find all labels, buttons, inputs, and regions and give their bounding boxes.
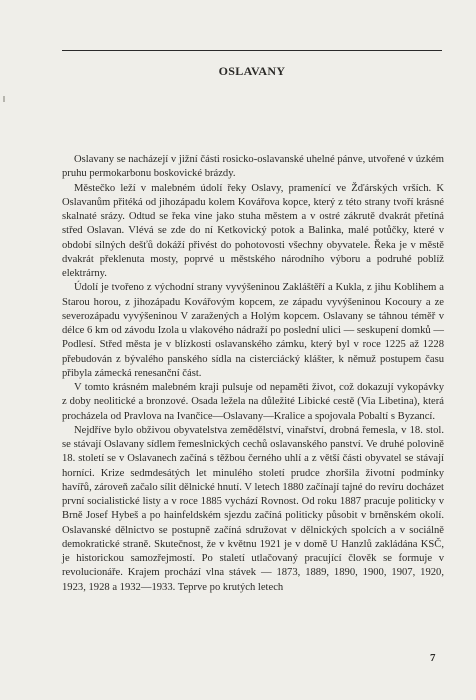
page-number: 7 — [430, 652, 436, 664]
paragraph: Městečko leží v malebném údolí řeky Oslavy, pramenící ve Žďárských vrších. K Oslavanům přitéká od jihozápadu kolem Kovářova kopce, který z této strany tvoří krásné skalnaté srázy. Odtud se řeka vine jako stuha městem a v ostré zákrutě dvakrát přetíná střed Oslavan. Vlévá se zde do ní Ketkovický potok a Balinka, malé potůčky, které v období silných dešťů dokáží přivést do pohotovosti všechny obyvatele. Řeka je v městě dvakrát překlenuta mosty, poprvé u městského národního výboru a podruhé poblíž elektrárny. — [62, 182, 444, 279]
body-text — [62, 153, 444, 595]
paragraph: Údolí je tvořeno z východní strany vyvýšeninou Zakláštěří a Kukla, z jihu Koblihem a Starou horou, z jihozápadu Kovářovým kopcem, ze západu vyvýšeninou Kocoury a ze severozápadu vyvýšeninou V zaražených a Holým kopcem. Oslavany se táhnou téměř v délce 6 km od závodu Izola u vlakového nádraží po poslední ulici — seskupení domků — Podlesí. Střed města je v blízkosti oslavanského zámku, který byl v roce 1225 až 1228 přebudován z bývalého panského sídla na cisterciácký klášter, k němuž postupem času přibyla zámecká renesanční část. — [62, 282, 444, 379]
paragraph: V tomto krásném malebném kraji pulsuje od nepaměti život, což dokazují vykopávky z doby neolitické a bronzové. Osada ležela na důležité Libické cestě (Via Libetina), která procházela od Pravlova na Ivančice—Oslavany—Kralice a spojovala Pobaltí s Byzancí. — [62, 382, 444, 422]
margin-mark — [3, 96, 5, 102]
top-rule — [62, 50, 442, 51]
paragraph: Nejdříve bylo obživou obyvatelstva zemědělství, vinařství, drobná řemesla, v 18. stol. se stávají Oslavany sídlem řemeslnických cechů oslavanského panství. Ve druhé polovině 18. století se v Oslavanech začíná s těžbou černého uhlí a z větší části obyvatel se stávají horníci. Krize sedmdesátých let minulého století prudce zhoršila životní podmínky havířů, zároveň začalo sílit dělnické hnutí. V letech 1880 začínají tajné do revíru docházet první socialistické listy a v roce 1885 vychází Rovnost. Od roku 1887 pracuje politicky v Brně Josef Hybeš a po hainfeldském sjezdu začíná politicky působit v brněnském okolí. Oslavanské dělnictvo se postupně začíná sdružovat v dělnických spolcích a v sociálně demokratické straně. Skutečnost, že v květnu 1921 je v domě U Hanzlů zakládána KSČ, je historickou samozřejmostí. Po staletí utlačovaný pracující člověk se formuje v revolucionáře. Krajem prochází vlna stávek — 1873, 1889, 1890, 1900, 1907, 1920, 1923, 1928 a 1932—1933. Teprve po krutých letech — [62, 424, 444, 593]
paragraph: Oslavany se nacházejí v jižní části rosicko-oslavanské uhelné pánve, utvořené v úzkém pruhu permokarbonu boskovické brázdy. — [62, 154, 444, 180]
chapter-title: OSLAVANY — [218, 64, 286, 78]
